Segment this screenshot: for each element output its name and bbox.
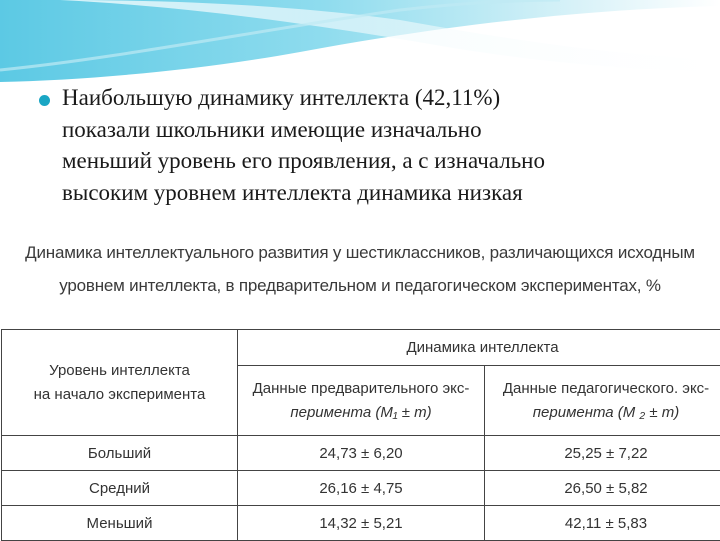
caption-line: Динамика интеллектуального развития у шестиклассников, различающихся исходным [0,236,720,269]
bullet-dot-icon [39,95,50,106]
caption-line: уровнем интеллекта, в предварительном и педагогическом экспериментах, % [0,269,720,302]
row-header-cell [2,330,238,436]
level-cell: Меньший [2,506,238,541]
ped-value-cell: 25,25 ± 7,22 [485,436,720,471]
bullet-line: показали школьники имеющие изначально [62,114,700,146]
ped-value-cell: 42,11 ± 5,83 [485,506,720,541]
column-header-text: перимента (M₁ ± m) [238,401,484,425]
table-row [2,506,720,541]
header-wave-decoration [0,0,720,82]
table-caption [0,236,720,302]
row-header-text: Уровень интеллекта [2,359,237,383]
table-row [2,436,720,471]
table-header-row [2,330,720,366]
bullet-line: меньший уровень его проявления, а с изначально [62,145,700,177]
data-table [1,329,720,541]
bullet-line: Наибольшую динамику интеллекта (42,11%) [62,82,700,114]
bullet-paragraph [40,82,700,208]
table-row [2,471,720,506]
column-header-text: перимента (M ₂ ± m) [485,401,720,425]
column-header-text: Данные педагогического. экс- [485,377,720,401]
column-header-cell [238,366,485,436]
column-header-cell [485,366,720,436]
row-header-text: на начало эксперимента [2,383,237,407]
pre-value-cell: 14,32 ± 5,21 [238,506,485,541]
group-header-cell: Динамика интеллекта [238,330,720,366]
ped-value-cell: 26,50 ± 5,82 [485,471,720,506]
bullet-line: высоким уровнем интеллекта динамика низкая [62,177,700,209]
column-header-text: Данные предварительного экс- [238,377,484,401]
level-cell: Средний [2,471,238,506]
pre-value-cell: 24,73 ± 6,20 [238,436,485,471]
level-cell: Больший [2,436,238,471]
pre-value-cell: 26,16 ± 4,75 [238,471,485,506]
